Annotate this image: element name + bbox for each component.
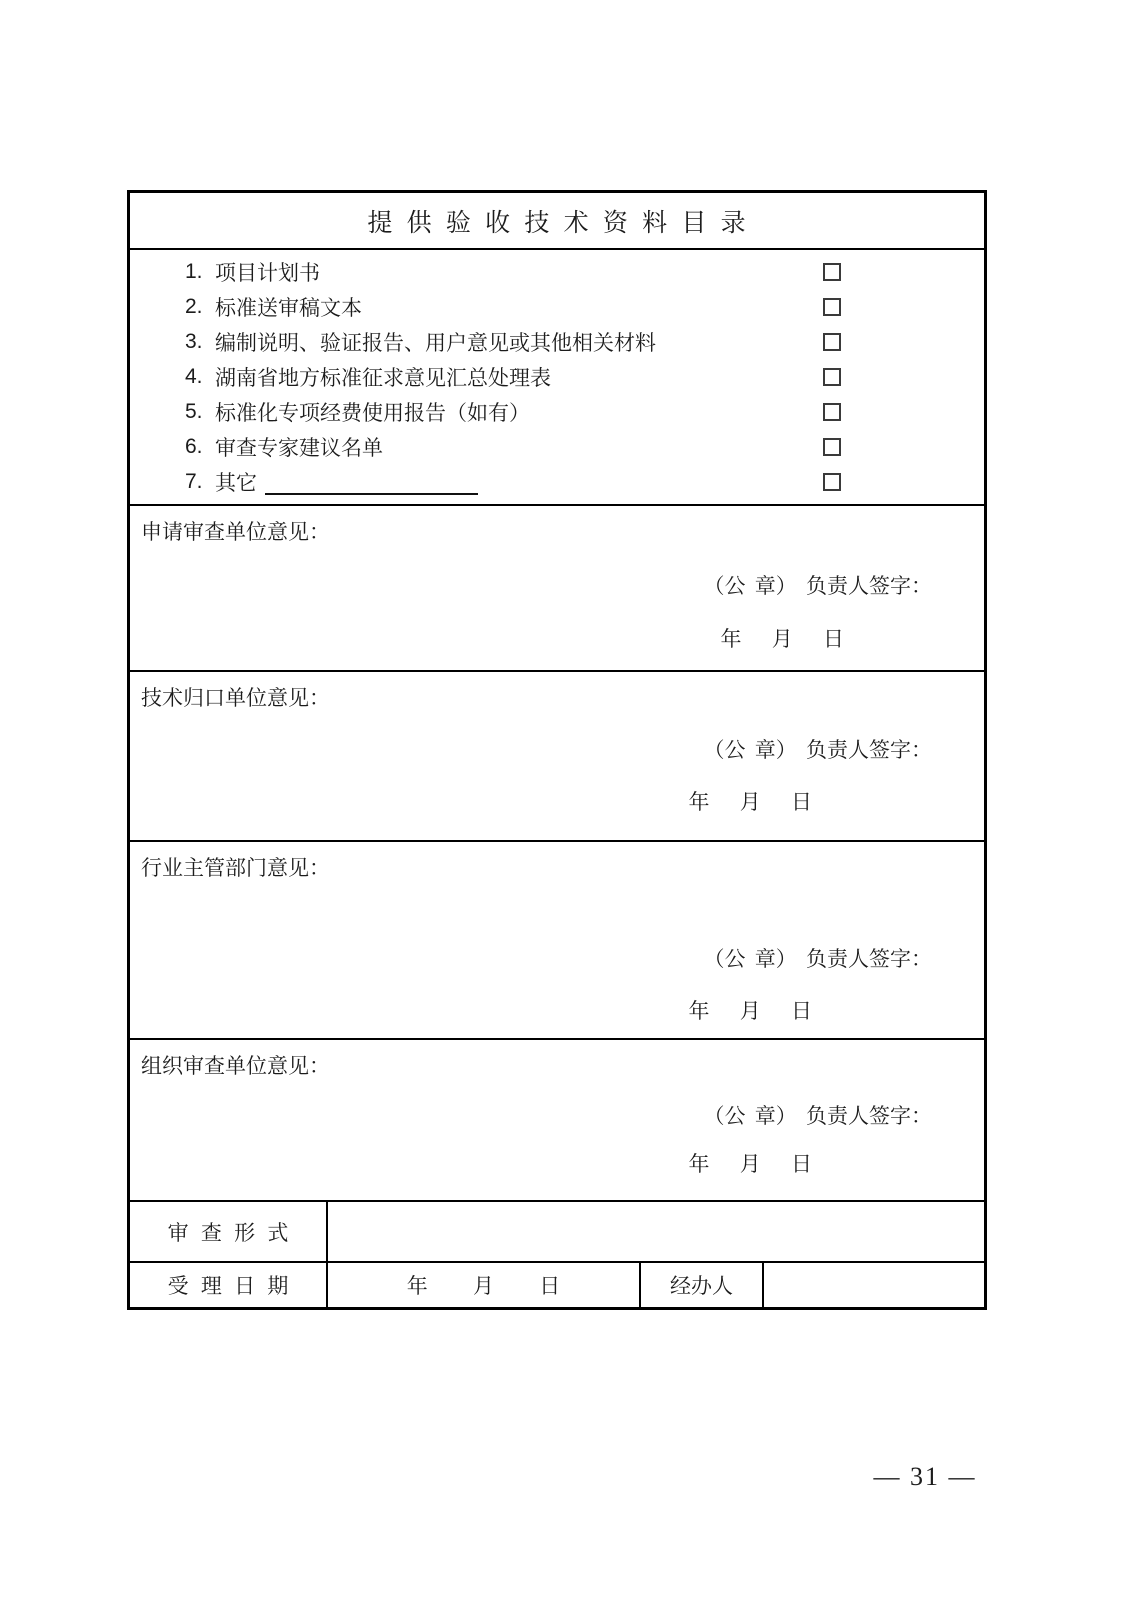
- checklist-item-6: [130, 432, 984, 462]
- opinion-label: 组织审查单位意见：: [141, 1054, 330, 1078]
- item-label: 其它: [215, 471, 257, 496]
- seal-signature-label: （公 章） 负责人签字：: [703, 947, 932, 971]
- accept-date-label-cell: [130, 1263, 328, 1307]
- date-placeholder: 年 月 日: [720, 627, 844, 651]
- item-number: 3.: [185, 329, 203, 353]
- item-number: 7.: [185, 470, 203, 494]
- seal-signature-label: （公 章） 负责人签字：: [703, 738, 932, 762]
- item-checkbox[interactable]: [823, 473, 841, 491]
- item-checkbox[interactable]: [823, 333, 841, 351]
- item-label: 湖南省地方标准征求意见汇总处理表: [215, 365, 551, 390]
- item-number: 6.: [185, 435, 203, 459]
- opinion-section-industry-department: [130, 842, 984, 1040]
- opinion-label: 申请审查单位意见：: [141, 520, 330, 544]
- opinion-section-technical-unit: [130, 672, 984, 842]
- opinion-label: 技术归口单位意见：: [141, 686, 330, 710]
- form-title: 提 供 验 收 技 术 资 料 目 录: [367, 209, 747, 237]
- item-checkbox[interactable]: [823, 403, 841, 421]
- item-number: 4.: [185, 364, 203, 388]
- item-label: 标准化专项经费使用报告（如有）: [215, 401, 530, 426]
- checklist-item-4: [130, 362, 984, 392]
- opinion-section-organizing-unit: [130, 1040, 984, 1202]
- item-number: 1.: [185, 259, 203, 283]
- item-label: 项目计划书: [215, 260, 320, 285]
- review-form-label-cell: [130, 1202, 328, 1261]
- opinion-section-applying-unit: [130, 506, 984, 672]
- seal-signature-label: （公 章） 负责人签字：: [703, 574, 932, 598]
- opinion-label: 行业主管部门意见：: [141, 856, 330, 880]
- form-title-row: [130, 193, 984, 250]
- materials-checklist: [130, 250, 984, 506]
- handler-label: 经办人: [670, 1274, 733, 1298]
- handler-value-cell[interactable]: [764, 1263, 984, 1307]
- item-label: 编制说明、验证报告、用户意见或其他相关材料: [215, 330, 656, 355]
- item-label: 审查专家建议名单: [215, 436, 383, 461]
- opinion-write-area[interactable]: [130, 548, 984, 670]
- accept-date-value-cell[interactable]: [328, 1263, 641, 1307]
- opinion-write-area[interactable]: [130, 714, 984, 840]
- acceptance-materials-form-table: [127, 190, 987, 1310]
- other-fill-in-blank[interactable]: [265, 469, 478, 495]
- item-number: 2.: [185, 294, 203, 318]
- date-placeholder: 年 月 日: [688, 1152, 812, 1176]
- checklist-item-7: [130, 467, 984, 497]
- review-form-value-cell[interactable]: [328, 1202, 984, 1261]
- handler-label-cell: [641, 1263, 764, 1307]
- date-placeholder: 年 月 日: [688, 790, 812, 814]
- item-checkbox[interactable]: [823, 263, 841, 281]
- checklist-item-5: [130, 397, 984, 427]
- acceptance-date-row: [130, 1263, 984, 1307]
- page-number: — 31 —: [873, 1462, 977, 1491]
- seal-signature-label: （公 章） 负责人签字：: [703, 1104, 932, 1128]
- item-checkbox[interactable]: [823, 368, 841, 386]
- checklist-item-1: [130, 257, 984, 287]
- date-placeholder: 年 月 日: [688, 999, 812, 1023]
- accept-date-label: 受 理 日 期: [167, 1274, 289, 1298]
- review-form-row: [130, 1202, 984, 1263]
- item-checkbox[interactable]: [823, 438, 841, 456]
- review-form-label: 审 查 形 式: [167, 1220, 289, 1245]
- checklist-item-2: [130, 292, 984, 322]
- item-label: 标准送审稿文本: [215, 295, 362, 320]
- accept-date-placeholder: 年 月 日: [406, 1274, 561, 1298]
- item-number: 5.: [185, 400, 203, 424]
- item-checkbox[interactable]: [823, 298, 841, 316]
- checklist-item-3: [130, 327, 984, 357]
